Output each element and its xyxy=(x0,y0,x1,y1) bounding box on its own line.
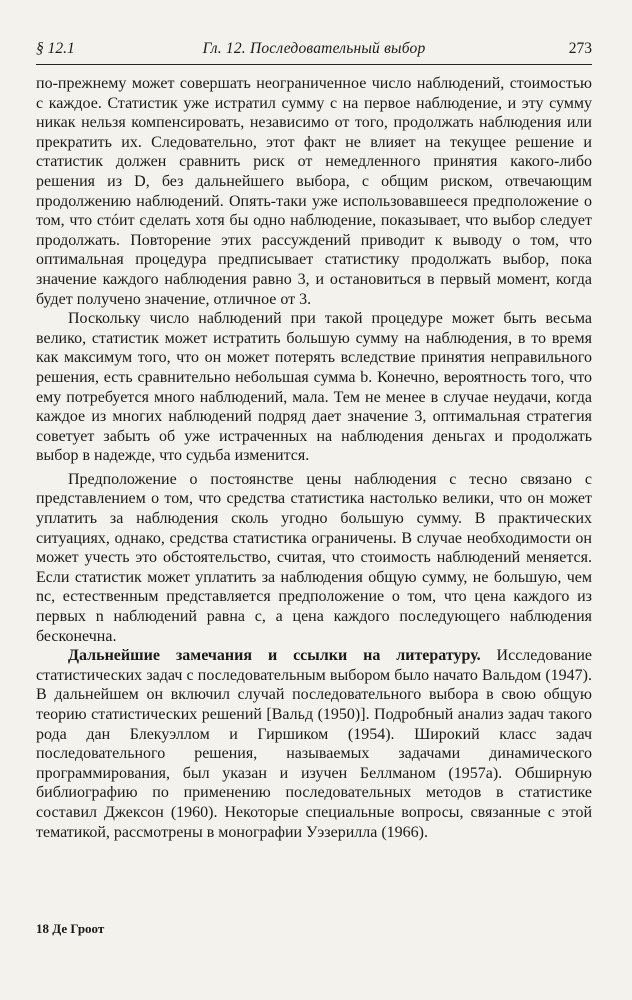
paragraph-4 xyxy=(36,646,592,842)
chapter-title: Гл. 12. Последовательный выбор xyxy=(202,40,426,57)
header-rule xyxy=(36,64,592,65)
paragraph-2: Поскольку число наблюдений при такой процедуре может быть весьма велико, статистик может истратить большую сумму на наблюдения, в то время как максимум того, что он может потерять вследствие принятия неправильного решения, есть сравнительно небольшая сумма b. Конечно, вероятность того, что ему потребуется много наблюдений, мала. Тем не менее в случае неудачи, когда каждое из многих наблюдений подряд дает значение 3, оптимальная стратегия советует забыть об уже истраченных на наблюдения деньгах и продолжать выбор в надежде, что судьба изменится. xyxy=(36,310,592,465)
section-heading: Дальнейшие замечания и ссылки на литературу. xyxy=(68,647,481,665)
signature-mark: 18 Де Гроот xyxy=(36,921,105,936)
paragraph-1: по-прежнему может совершать неограниченное число наблюдений, стоимостью c каждое. Статистик уже истратил сумму c на первое наблюдение, и эту сумму никак нельзя компенсировать, независимо от того, продолжать наблюдения или прекратить их. Следовательно, этот факт не влияет на текущее решение и статистик должен сравнить риск от немедленного принятия какого-либо решения из D, без дальнейшего выбора, с общим риском, отвечающим продолжению наблюдений. Опять-таки уже использовавшееся предположение о том, что стóит сделать хотя бы одно наблюдение, показывает, что выбор следует продолжать. Повторение этих рассуждений приводит к выводу о том, что оптимальная процедура предписывает статистику продолжать выбор, пока значение каждого наблюдения равно 3, и остановиться в первый момент, когда будет получено значение, отличное от 3. xyxy=(36,75,592,308)
paragraph-4-body: Исследование статистических задач с последовательным выбором было начато Вальдом (1947). В дальнейшем он включил случай последовательного выбора в свою общую теорию статистических решений [Вальд (1950)]. Подробный анализ задач такого рода дан Блекуэллом и Гиршиком (1954). Широкий класс задач последовательного решения, называемых задачами динамического программирования, был указан и изучен Беллманом (1957a). Обширную библиографию по применению последовательных методов в статистике составил Джексон (1960). Некоторые специальные вопросы, связанные с этой тематикой, рассмотрены в монографии Уэзерилла (1966). xyxy=(36,647,592,841)
running-header xyxy=(36,38,592,64)
body-text xyxy=(36,74,592,842)
paragraph-3: Предположение о постоянстве цены наблюдения c тесно связано с представлением о том, что средства статистика настолько велики, что он может уплатить за наблюдения сколь угодно большую сумму. В практических ситуациях, однако, средства статистика ограничены. В случае необходимости он может учесть это обстоятельство, считая, что стоимость наблюдений меняется. Если статистик может уплатить за наблюдения общую сумму, не большую, чем nc, естественным представляется предположение о том, что цена каждого из первых n наблюдений равна c, а цена каждого последующего наблюдения бесконечна. xyxy=(36,470,592,645)
section-number: § 12.1 xyxy=(36,40,75,57)
page-number: 273 xyxy=(568,40,592,57)
